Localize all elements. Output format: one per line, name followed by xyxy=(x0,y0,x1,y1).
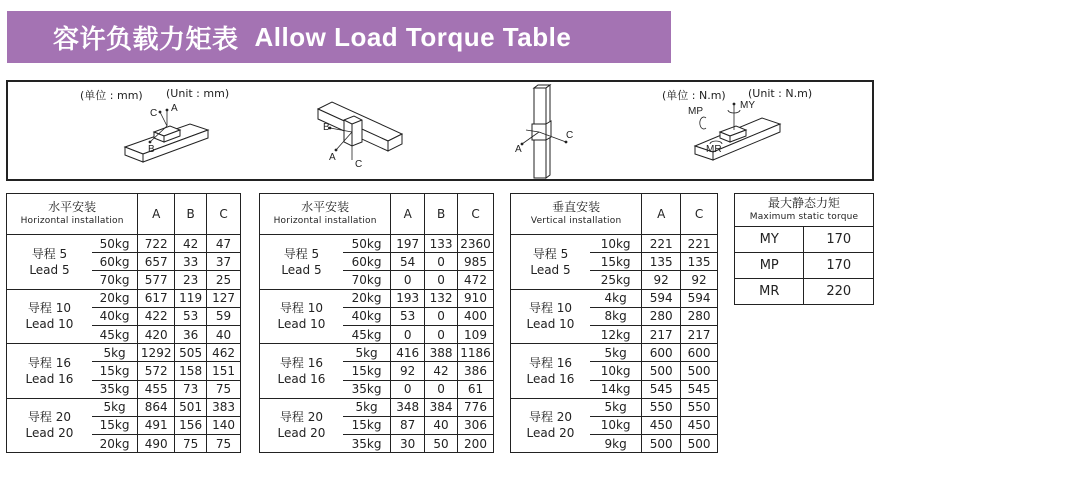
diagram4-label-my: MY xyxy=(740,100,755,111)
load-cell: 4kg xyxy=(590,289,642,307)
value-cell-c: 75 xyxy=(207,435,241,453)
value-cell-a: 92 xyxy=(391,362,425,380)
torque-value: 170 xyxy=(804,227,874,253)
load-cell: 25kg xyxy=(590,271,642,289)
col-a: A xyxy=(391,194,425,235)
col-b: B xyxy=(425,194,458,235)
value-cell-b: 388 xyxy=(425,344,458,362)
value-cell-c: 472 xyxy=(458,271,494,289)
load-cell: 35kg xyxy=(343,380,391,398)
value-cell-c: 109 xyxy=(458,325,494,343)
value-cell-a: 420 xyxy=(138,325,175,343)
torque-name: MR xyxy=(735,279,804,305)
diagram-panel xyxy=(6,80,874,181)
lead-label-en: Lead 16 xyxy=(25,371,74,386)
value-cell-b: 158 xyxy=(175,362,207,380)
lead-group-label xyxy=(7,235,92,290)
value-cell-a: 416 xyxy=(391,344,425,362)
value-cell-b: 501 xyxy=(175,398,207,416)
table-row xyxy=(7,289,241,307)
col-c: C xyxy=(681,194,718,235)
load-cell: 15kg xyxy=(590,253,642,271)
header-zh: 水平安装 xyxy=(48,200,97,215)
value-cell-a: 0 xyxy=(391,271,425,289)
header-en: Horizontal installation xyxy=(273,215,377,226)
lead-group-label xyxy=(260,235,343,290)
title-banner xyxy=(7,11,671,63)
torque-name: MP xyxy=(735,253,804,279)
value-cell-b: 53 xyxy=(175,307,207,325)
value-cell-c: 200 xyxy=(458,435,494,453)
value-cell-a: 197 xyxy=(391,235,425,253)
value-cell-a: 54 xyxy=(391,253,425,271)
value-cell-b: 384 xyxy=(425,398,458,416)
lead-label-zh: 导程 20 xyxy=(528,410,573,425)
load-cell: 14kg xyxy=(590,380,642,398)
value-cell-a: 217 xyxy=(642,325,681,343)
value-cell-c: 2360 xyxy=(458,235,494,253)
value-cell-c: 135 xyxy=(681,253,718,271)
value-cell-c: 59 xyxy=(207,307,241,325)
load-cell: 40kg xyxy=(343,307,391,325)
value-cell-b: 40 xyxy=(425,416,458,434)
load-cell: 40kg xyxy=(92,307,138,325)
header-zh: 垂直安装 xyxy=(552,200,601,215)
torque-value: 170 xyxy=(804,253,874,279)
value-cell-a: 280 xyxy=(642,307,681,325)
value-cell-b: 36 xyxy=(175,325,207,343)
load-cell: 10kg xyxy=(590,235,642,253)
value-cell-c: 985 xyxy=(458,253,494,271)
table-header xyxy=(7,194,138,235)
value-cell-b: 0 xyxy=(425,380,458,398)
value-cell-c: 127 xyxy=(207,289,241,307)
lead-group-label xyxy=(511,344,590,399)
table-row xyxy=(735,253,874,279)
header-zh: 水平安装 xyxy=(301,200,350,215)
table-row xyxy=(735,227,874,253)
diagram-horizontal-top xyxy=(120,102,220,168)
value-cell-b: 0 xyxy=(425,271,458,289)
load-cell: 70kg xyxy=(92,271,138,289)
value-cell-a: 657 xyxy=(138,253,175,271)
value-cell-a: 135 xyxy=(642,253,681,271)
load-cell: 8kg xyxy=(590,307,642,325)
value-cell-c: 450 xyxy=(681,416,718,434)
value-cell-b: 50 xyxy=(425,435,458,453)
load-cell: 60kg xyxy=(92,253,138,271)
table-row xyxy=(260,235,494,253)
lead-label-en: Lead 16 xyxy=(526,371,575,386)
unit-nm-en: (Unit : N.m) xyxy=(748,87,813,100)
table-row xyxy=(260,344,494,362)
value-cell-c: 61 xyxy=(458,380,494,398)
load-cell: 15kg xyxy=(343,416,391,434)
lead-label-zh: 导程 16 xyxy=(279,355,323,370)
value-cell-a: 594 xyxy=(642,289,681,307)
lead-label-zh: 导程 16 xyxy=(528,355,573,370)
horizontal-table-1 xyxy=(6,193,241,453)
load-cell: 35kg xyxy=(92,380,138,398)
load-cell: 5kg xyxy=(590,398,642,416)
value-cell-c: 1186 xyxy=(458,344,494,362)
col-a: A xyxy=(642,194,681,235)
value-cell-b: 75 xyxy=(175,435,207,453)
value-cell-b: 73 xyxy=(175,380,207,398)
lead-group-label xyxy=(7,289,92,344)
value-cell-a: 193 xyxy=(391,289,425,307)
value-cell-c: 221 xyxy=(681,235,718,253)
table-row xyxy=(260,398,494,416)
lead-label-zh: 导程 10 xyxy=(27,301,71,316)
lead-group-label xyxy=(7,398,92,453)
col-c: C xyxy=(207,194,241,235)
value-cell-a: 491 xyxy=(138,416,175,434)
value-cell-a: 53 xyxy=(391,307,425,325)
static-torque-table xyxy=(734,193,874,305)
lead-label-zh: 导程 5 xyxy=(532,246,569,261)
header-en: Maximum static torque xyxy=(749,211,859,222)
value-cell-a: 550 xyxy=(642,398,681,416)
lead-label-zh: 导程 10 xyxy=(279,301,323,316)
value-cell-c: 306 xyxy=(458,416,494,434)
load-cell: 45kg xyxy=(343,325,391,343)
value-cell-c: 500 xyxy=(681,362,718,380)
value-cell-c: 462 xyxy=(207,344,241,362)
load-cell: 12kg xyxy=(590,325,642,343)
diagram3-label-a: A xyxy=(515,144,522,155)
lead-label-en: Lead 5 xyxy=(281,262,322,277)
lead-label-zh: 导程 20 xyxy=(27,410,71,425)
table-header xyxy=(735,194,874,227)
value-cell-c: 280 xyxy=(681,307,718,325)
lead-group-label xyxy=(7,344,92,399)
value-cell-a: 1292 xyxy=(138,344,175,362)
value-cell-a: 0 xyxy=(391,325,425,343)
value-cell-c: 151 xyxy=(207,362,241,380)
load-cell: 35kg xyxy=(343,435,391,453)
value-cell-b: 505 xyxy=(175,344,207,362)
value-cell-a: 600 xyxy=(642,344,681,362)
lead-label-en: Lead 20 xyxy=(277,426,326,441)
table-row xyxy=(7,344,241,362)
lead-label-zh: 导程 5 xyxy=(31,246,68,261)
value-cell-c: 550 xyxy=(681,398,718,416)
load-cell: 50kg xyxy=(92,235,138,253)
value-cell-b: 23 xyxy=(175,271,207,289)
value-cell-a: 455 xyxy=(138,380,175,398)
value-cell-a: 0 xyxy=(391,380,425,398)
value-cell-c: 383 xyxy=(207,398,241,416)
unit-mm-zh: (单位 : mm) xyxy=(80,89,143,102)
lead-group-label xyxy=(260,289,343,344)
table-row xyxy=(511,289,718,307)
lead-label-en: Lead 16 xyxy=(277,371,326,386)
load-cell: 60kg xyxy=(343,253,391,271)
value-cell-a: 500 xyxy=(642,362,681,380)
table-row xyxy=(511,235,718,253)
value-cell-c: 594 xyxy=(681,289,718,307)
value-cell-a: 92 xyxy=(642,271,681,289)
value-cell-c: 545 xyxy=(681,380,718,398)
value-cell-a: 722 xyxy=(138,235,175,253)
load-cell: 5kg xyxy=(92,398,138,416)
value-cell-a: 422 xyxy=(138,307,175,325)
lead-label-en: Lead 10 xyxy=(25,317,74,332)
value-cell-c: 47 xyxy=(207,235,241,253)
value-cell-c: 92 xyxy=(681,271,718,289)
value-cell-c: 386 xyxy=(458,362,494,380)
load-cell: 5kg xyxy=(590,344,642,362)
vertical-table xyxy=(510,193,718,453)
load-cell: 70kg xyxy=(343,271,391,289)
load-cell: 10kg xyxy=(590,362,642,380)
diagram2-label-b: B xyxy=(323,122,330,133)
value-cell-c: 217 xyxy=(681,325,718,343)
value-cell-c: 500 xyxy=(681,435,718,453)
load-cell: 15kg xyxy=(343,362,391,380)
header-zh: 最大静态力矩 xyxy=(767,196,840,211)
load-cell: 15kg xyxy=(92,416,138,434)
value-cell-b: 0 xyxy=(425,253,458,271)
value-cell-b: 42 xyxy=(175,235,207,253)
diagram3-label-c: C xyxy=(566,130,574,141)
lead-label-en: Lead 5 xyxy=(530,262,571,277)
diagram4-label-mr: MR xyxy=(706,144,722,155)
value-cell-a: 500 xyxy=(642,435,681,453)
value-cell-a: 87 xyxy=(391,416,425,434)
table-body xyxy=(735,227,874,305)
table-row xyxy=(7,398,241,416)
load-cell: 5kg xyxy=(92,344,138,362)
value-cell-a: 577 xyxy=(138,271,175,289)
value-cell-b: 0 xyxy=(425,325,458,343)
value-cell-a: 490 xyxy=(138,435,175,453)
value-cell-a: 30 xyxy=(391,435,425,453)
lead-label-en: Lead 10 xyxy=(526,317,575,332)
value-cell-b: 33 xyxy=(175,253,207,271)
lead-group-label xyxy=(511,289,590,344)
value-cell-b: 156 xyxy=(175,416,207,434)
value-cell-c: 40 xyxy=(207,325,241,343)
value-cell-b: 133 xyxy=(425,235,458,253)
value-cell-c: 400 xyxy=(458,307,494,325)
horizontal-table-2 xyxy=(259,193,494,453)
col-a: A xyxy=(138,194,175,235)
lead-group-label xyxy=(260,398,343,453)
unit-nm-zh: (单位 : N.m) xyxy=(662,89,726,102)
value-cell-b: 132 xyxy=(425,289,458,307)
load-cell: 10kg xyxy=(590,416,642,434)
value-cell-c: 600 xyxy=(681,344,718,362)
value-cell-c: 25 xyxy=(207,271,241,289)
load-cell: 45kg xyxy=(92,325,138,343)
torque-value: 220 xyxy=(804,279,874,305)
lead-group-label xyxy=(260,344,343,399)
lead-label-zh: 导程 5 xyxy=(283,246,320,261)
lead-label-zh: 导程 10 xyxy=(528,301,573,316)
value-cell-c: 75 xyxy=(207,380,241,398)
value-cell-c: 910 xyxy=(458,289,494,307)
header-en: Vertical installation xyxy=(530,215,622,226)
value-cell-a: 864 xyxy=(138,398,175,416)
lead-label-zh: 导程 20 xyxy=(279,410,323,425)
diagram2-label-a: A xyxy=(329,152,336,163)
title-en: Allow Load Torque Table xyxy=(254,21,572,52)
value-cell-a: 348 xyxy=(391,398,425,416)
load-cell: 5kg xyxy=(343,344,391,362)
table-header xyxy=(260,194,391,235)
value-cell-c: 37 xyxy=(207,253,241,271)
lead-label-zh: 导程 16 xyxy=(27,355,71,370)
diagram4-label-mp: MP xyxy=(688,106,703,117)
lead-group-label xyxy=(511,398,590,453)
load-cell: 20kg xyxy=(92,289,138,307)
table-body xyxy=(511,235,718,453)
title-zh: 容许负载力矩表 xyxy=(53,23,239,54)
diagram-horizontal-side xyxy=(310,94,410,172)
table-body xyxy=(260,235,494,453)
load-cell: 15kg xyxy=(92,362,138,380)
diagram2-label-c: C xyxy=(355,159,363,170)
table-row xyxy=(260,289,494,307)
value-cell-b: 42 xyxy=(425,362,458,380)
load-cell: 5kg xyxy=(343,398,391,416)
diagram1-label-b: B xyxy=(148,144,155,155)
col-b: B xyxy=(175,194,207,235)
lead-group-label xyxy=(511,235,590,290)
value-cell-c: 776 xyxy=(458,398,494,416)
load-cell: 50kg xyxy=(343,235,391,253)
lead-label-en: Lead 5 xyxy=(29,262,70,277)
value-cell-b: 0 xyxy=(425,307,458,325)
col-c: C xyxy=(458,194,494,235)
header-en: Horizontal installation xyxy=(20,215,124,226)
table-header xyxy=(511,194,642,235)
lead-label-en: Lead 20 xyxy=(526,426,575,441)
unit-mm-en: (Unit : mm) xyxy=(166,87,230,100)
diagram1-label-a: A xyxy=(171,103,178,114)
value-cell-a: 545 xyxy=(642,380,681,398)
table-row xyxy=(511,344,718,362)
diagram-vertical xyxy=(506,84,576,180)
lead-label-en: Lead 10 xyxy=(277,317,326,332)
table-body xyxy=(7,235,241,453)
value-cell-a: 450 xyxy=(642,416,681,434)
value-cell-a: 617 xyxy=(138,289,175,307)
value-cell-b: 119 xyxy=(175,289,207,307)
torque-name: MY xyxy=(735,227,804,253)
diagram1-label-c: C xyxy=(150,108,158,119)
load-cell: 20kg xyxy=(92,435,138,453)
diagram-static-torque xyxy=(680,98,790,168)
value-cell-a: 572 xyxy=(138,362,175,380)
value-cell-a: 221 xyxy=(642,235,681,253)
lead-label-en: Lead 20 xyxy=(25,426,74,441)
load-cell: 9kg xyxy=(590,435,642,453)
table-row xyxy=(511,398,718,416)
table-row xyxy=(7,235,241,253)
load-cell: 20kg xyxy=(343,289,391,307)
value-cell-c: 140 xyxy=(207,416,241,434)
table-row xyxy=(735,279,874,305)
